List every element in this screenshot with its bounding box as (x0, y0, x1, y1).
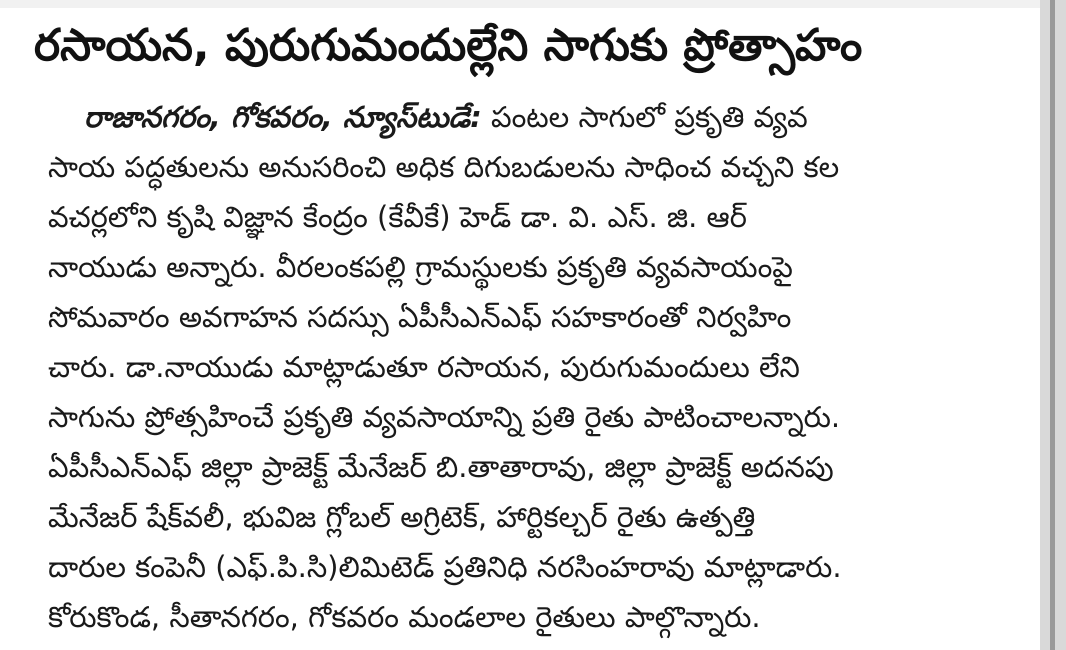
article-line: మేనేజర్ షేక్‌వలీ, భువిజ గ్లోబల్ అగ్రిటెక్, హార్టికల్చర్ రైతు ఉత్పత్తి (48, 500, 756, 534)
article-line: నాయుడు అన్నారు. వీరలంకపల్లి గ్రామస్థులకు ప్రకృతి వ్యవసాయంపై (48, 250, 793, 284)
article-line: వచర్లలోని కృషి విజ్ఞాన కేంద్రం (కేవీకే) హెడ్ డా. వి. ఎస్. జి. ఆర్ (48, 200, 747, 234)
article-line: ఏపీసీఎన్ఎఫ్ జిల్లా ప్రాజెక్ట్ మేనేజర్ బి.తాతారావు, జిల్లా ప్రాజెక్ట్ అదనపు (48, 450, 834, 484)
article-line: సాగును ప్రోత్సహించే ప్రకృతి వ్యవసాయాన్ని ప్రతి రైతు పాటించాలన్నారు. (48, 400, 841, 434)
article-line: కోరుకొండ, సీతానగరం, గోకవరం మండలాల రైతులు పాల్గొన్నారు. (48, 600, 761, 634)
article-line: చారు. డా.నాయుడు మాట్లాడుతూ రసాయన, పురుగుమందులు లేని (48, 350, 800, 384)
article-line: సోమవారం అవగాహన సదస్సు ఏపీసీఎన్ఎఫ్ సహకారంతో నిర్వహిం (48, 300, 792, 334)
page-edge-line (1050, 0, 1055, 650)
article-line (48, 92, 1033, 142)
headline: రసాయన, పురుగుమందుల్లేని సాగుకు ప్రోత్సాహం (34, 20, 863, 71)
article-line-text: పంటల సాగులో ప్రకృతి వ్యవ (481, 100, 808, 134)
dateline: రాజానగరం, గోకవరం, న్యూస్‌టుడే: (84, 100, 482, 134)
article-line: సాయ పద్ధతులను అనుసరించి అధిక దిగుబడులను సాధించ వచ్చని కల (48, 150, 840, 184)
article-body (48, 92, 1033, 642)
top-edge (0, 0, 1040, 8)
page-edge (1040, 0, 1066, 650)
article-line: దారుల కంపెనీ (ఎఫ్.పి.సి)లిమిటెడ్ ప్రతినిధి నరసింహరావు మాట్లాడారు. (48, 550, 842, 584)
